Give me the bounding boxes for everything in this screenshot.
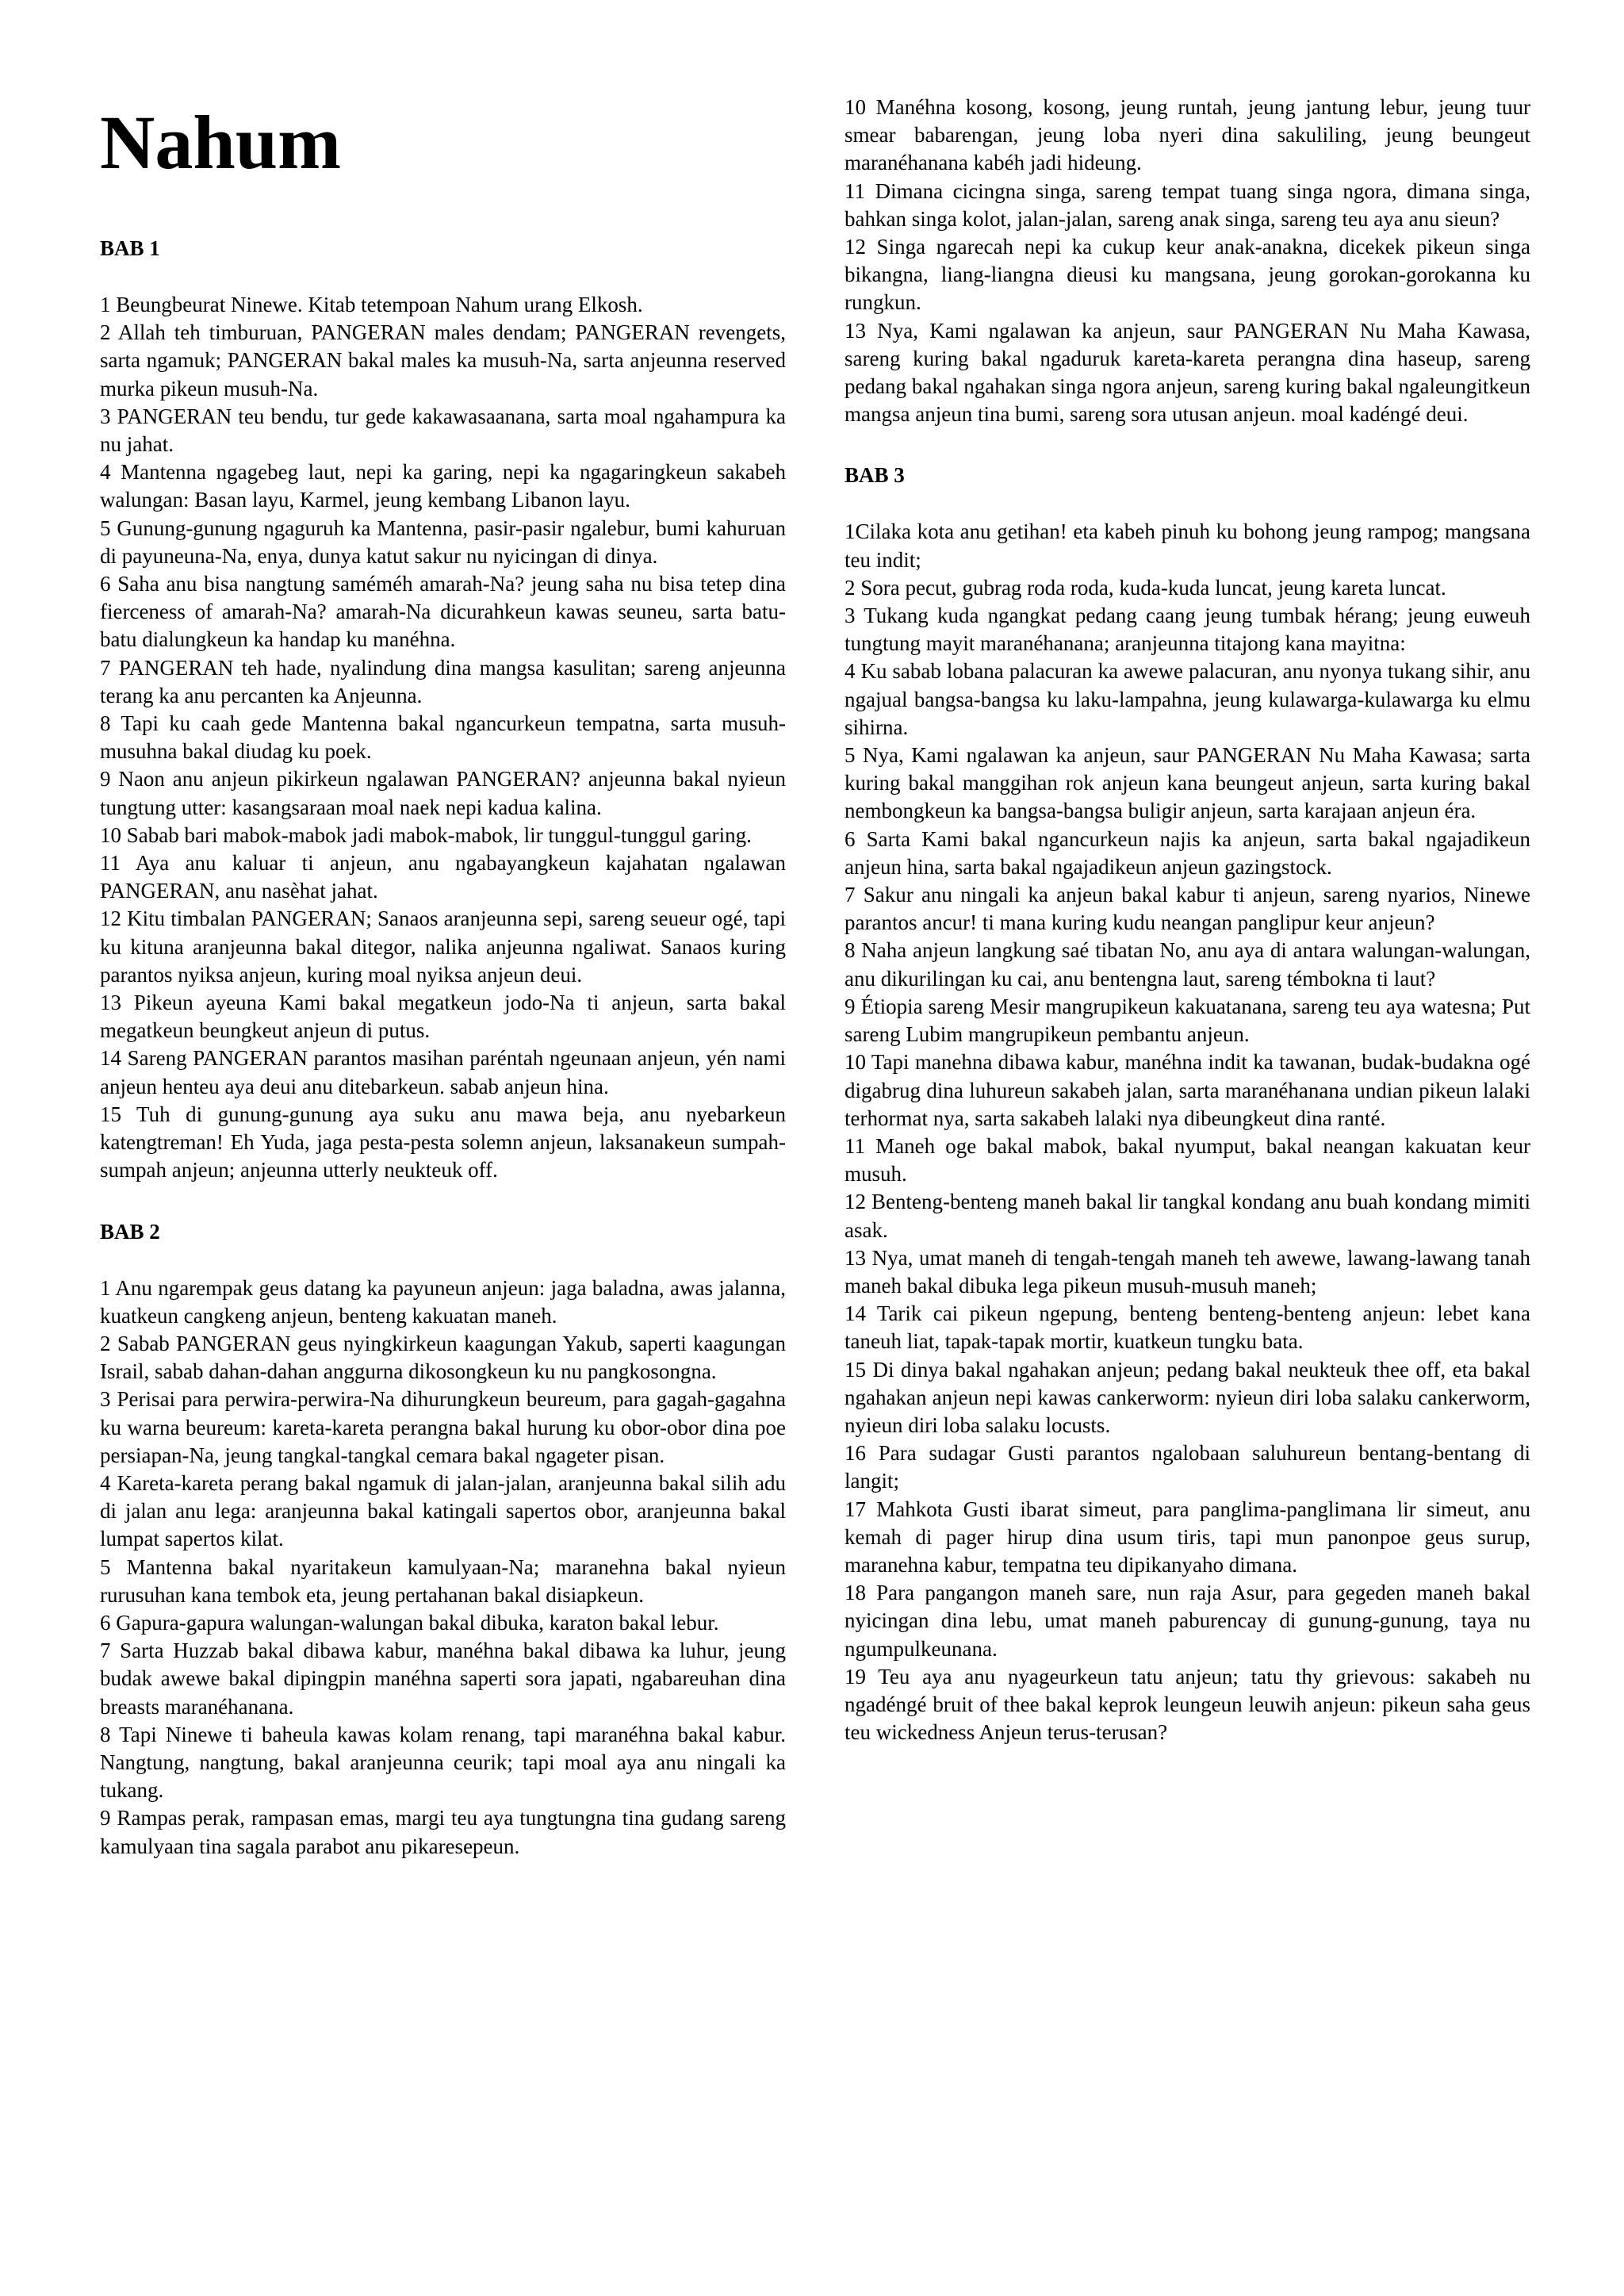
verse: 5 Mantenna bakal nyaritakeun kamulyaan-Na; maranehna bakal nyieun rurusuhan kana tembok eta, jeung pertahanan bakal disiapkeun. [100, 1554, 786, 1607]
verse: 12 Kitu timbalan PANGERAN; Sanaos aranjeunna sepi, sareng seueur ogé, tapi ku kituna aranjeunna bakal ditegor, nalika anjeunna ngaliwat. Sanaos kuring parantos nyiksa anjeun, kuring moal nyiksa anjeun deui. [100, 907, 786, 987]
verse: 6 Sarta Kami bakal ngancurkeun najis ka anjeun, sarta bakal ngajadikeun anjeun hina, sarta bakal ngajadikeun anjeun gazingstock. [845, 826, 1530, 879]
verse: 9 Étiopia sareng Mesir mangrupikeun kakuatanana, sareng teu aya watesna; Put sareng Lubim mangrupikeun pembantu anjeun. [845, 994, 1530, 1047]
verse: 16 Para sudagar Gusti parantos ngalobaan saluhureun bentang-bentang di langit; [845, 1441, 1530, 1493]
verse: 10 Sabab bari mabok-mabok jadi mabok-mabok, lir tunggul-tunggul garing. [100, 822, 752, 847]
verse: 7 Sakur anu ningali ka anjeun bakal kabur ti anjeun, sareng nyarios, Ninewe parantos ancur! ti mana kuring kudu neangan panglipur keur anjeun? [845, 883, 1530, 935]
verse: 5 Gunung-gunung ngaguruh ka Mantenna, pasir-pasir ngalebur, bumi kahuruan di payuneuna-Na, enya, dunya katut sakur nu nyicingan di dinya. [100, 516, 786, 568]
verse: 13 Nya, umat maneh di tengah-tengah maneh teh awewe, lawang-lawang tanah maneh bakal dibuka lega pikeun musuh-musuh maneh; [845, 1245, 1530, 1297]
verse: 2 Sabab PANGERAN geus nyingkirkeun kaagungan Yakub, saperti kaagungan Israil, sabab dahan-dahan anggurna dikosongkeun ku nu pangkosongna. [100, 1331, 786, 1384]
verse: 1Cilaka kota anu getihan! eta kabeh pinuh ku bohong jeung rampog; mangsana teu indit; [845, 519, 1530, 572]
verse: 7 PANGERAN teh hade, nyalindung dina mangsa kasulitan; sareng anjeunna terang ka anu percanten ka Anjeunna. [100, 655, 786, 707]
verse: 14 Tarik cai pikeun ngepung, benteng benteng-benteng anjeun: lebet kana taneuh liat, tapak-tapak mortir, kuatkeun tungku bata. [845, 1301, 1530, 1354]
verse: 12 Singa ngarecah nepi ka cukup keur anak-anakna, dicekek pikeun singa bikangna, liang-liangna dieusi ku mangsana, jeung gorokan-gorokanna ku rungkun. [845, 235, 1530, 315]
verse: 19 Teu aya anu nyageurkeun tatu anjeun; tatu thy grievous: sakabeh nu ngadéngé bruit of thee bakal keprok leungeun leuwih anjeun: pikeun saha geus teu wickedness Anjeun terus-terusan? [845, 1664, 1530, 1745]
verse: 5 Nya, Kami ngalawan ka anjeun, saur PANGERAN Nu Maha Kawasa; sarta kuring bakal manggihan rok anjeun kana beungeut anjeun, sarta kuring bakal nembongkeun ka bangsa-bangsa buligir anjeun, sarta karajaan anjeun éra. [845, 743, 1530, 823]
right-column [845, 94, 1530, 1746]
verse: 15 Di dinya bakal ngahakan anjeun; pedang bakal neukteuk thee off, eta bakal ngahakan anjeun nepi kawas cankerworm: nyieun diri loba salaku cankerworm, nyieun diri loba salaku locusts. [845, 1357, 1530, 1437]
verse: 4 Ku sabab lobana palacuran ka awewe palacuran, anu nyonya tukang sihir, anu ngajual bangsa-bangsa ku laku-lampahna, jeung kulawarga-kulawarga ku elmu sihirna. [845, 659, 1530, 739]
verse: 10 Manéhna kosong, kosong, jeung runtah, jeung jantung lebur, jeung tuur smear babarengan, jeung loba nyeri dina sakuliling, jeung beungeut maranéhanana kabéh jadi hideung. [845, 95, 1530, 175]
left-column [100, 100, 786, 1861]
verse: 13 Nya, Kami ngalawan ka anjeun, saur PANGERAN Nu Maha Kawasa, sareng kuring bakal ngaduruk kareta-kareta perangna dina haseup, sareng pedang bakal ngahakan singa ngora anjeun, sareng kuring bakal ngaleungitkeun mangsa anjeun tina bumi, sareng sora utusan anjeun. moal kadéngé deui. [845, 318, 1530, 427]
verse: 4 Kareta-kareta perang bakal ngamuk di jalan-jalan, aranjeunna bakal silih adu di jalan anu lega: aranjeunna bakal katingali sapertos obor, aranjeunna bakal lumpat sapertos kilat. [100, 1470, 786, 1551]
verse: 3 PANGERAN teu bendu, tur gede kakawasaanana, sarta moal ngahampura ka nu jahat. [100, 404, 786, 457]
verse: 17 Mahkota Gusti ibarat simeut, para panglima-panglimana lir simeut, anu kemah di pager hirup dina usum tiris, tapi mun panonpoe geus surup, maranehna kabur, tempatna teu dipikanyaho dimana. [845, 1497, 1530, 1577]
verse: 8 Naha anjeun langkung saé tibatan No, anu aya di antara walungan-walungan, anu dikurilingan ku cai, anu bentengna laut, sareng témbokna ti laut? [845, 938, 1530, 991]
verse: 8 Tapi ku caah gede Mantenna bakal ngancurkeun tempatna, sarta musuh-musuhna bakal diudag ku poek. [100, 711, 786, 764]
verse: 8 Tapi Ninewe ti baheula kawas kolam renang, tapi maranéhna bakal kabur. Nangtung, nangtung, bakal aranjeunna ceurik; tapi moal aya anu ningali ka tukang. [100, 1722, 786, 1803]
verse: 1 Beungbeurat Ninewe. Kitab tetempoan Nahum urang Elkosh. [100, 293, 643, 316]
verse: 3 Perisai para perwira-perwira-Na dihurungkeun beureum, para gagah-gagahna ku warna beureum: kareta-kareta perangna bakal hurung ku obor-obor dina poe persiapan-Na, jeung tangkal-tangkal cemara bakal ngageter pisan. [100, 1387, 786, 1467]
verse: 6 Saha anu bisa nangtung saméméh amarah-Na? jeung saha nu bisa tetep dina fierceness of amarah-Na? amarah-Na dicurahkeun kawas seuneu, sarta batu-batu dialungkeun ka handap ku manéhna. [100, 572, 786, 652]
verse: 2 Sora pecut, gubrag roda roda, kuda-kuda luncat, jeung kareta luncat. [845, 575, 1446, 600]
verse: 3 Tukang kuda ngangkat pedang caang jeung tumbak hérang; jeung euweuh tungtung mayit maranéhanana; aranjeunna titajong kana mayitna: [845, 604, 1530, 656]
chapter-heading: BAB 1 [100, 236, 160, 260]
verse: 18 Para pangangon maneh sare, nun raja Asur, para gegeden maneh bakal nyicingan dina lebu, umat maneh paburencay di gunung-gunung, taya nu ngumpulkeunana. [845, 1581, 1530, 1661]
chapter-3 [845, 462, 1530, 1746]
verse: 7 Sarta Huzzab bakal dibawa kabur, manéhna bakal dibawa ka luhur, jeung budak awewe bakal dipingpin manéhna saperti sora japati, ngabareuhan dina breasts maranéhanana. [100, 1639, 786, 1719]
verse: 11 Dimana cicingna singa, sareng tempat tuang singa ngora, dimana singa, bahkan singa kolot, jalan-jalan, sareng anak singa, sareng teu aya anu sieun? [845, 178, 1530, 231]
chapter-heading: BAB 3 [845, 463, 905, 488]
verse: 2 Allah teh timburuan, PANGERAN males dendam; PANGERAN revengets, sarta ngamuk; PANGERAN bakal males ka musuh-Na, sarta anjeunna reserved murka pikeun musuh-Na. [100, 320, 786, 401]
verse: 15 Tuh di gunung-gunung aya suku anu mawa beja, anu nyebarkeun katengtreman! Eh Yuda, jaga pesta-pesta solemn anjeun, laksanakeun sumpah-sumpah anjeun; anjeunna utterly neukteuk off. [100, 1102, 786, 1182]
verse: 11 Maneh oge bakal mabok, bakal nyumput, bakal neangan kakuatan keur musuh. [845, 1133, 1530, 1186]
verse: 6 Gapura-gapura walungan-walungan bakal dibuka, karaton bakal lebur. [100, 1610, 719, 1635]
verse: 4 Mantenna ngagebeg laut, nepi ka garing, nepi ka ngagaringkeun sakabeh walungan: Basan layu, Karmel, jeung kembang Libanon layu. [100, 460, 786, 512]
verse: 9 Naon anu anjeun pikirkeun ngalawan PANGERAN? anjeunna bakal nyieun tungtung utter: kasangsaraan moal naek nepi kadua kalina. [100, 767, 786, 819]
verse: 13 Pikeun ayeuna Kami bakal megatkeun jodo-Na ti anjeun, sarta bakal megatkeun beungkeut anjeun di putus. [100, 991, 786, 1043]
chapter-1 [100, 235, 786, 1185]
chapter-2-continued [845, 94, 1530, 428]
verse: 14 Sareng PANGERAN parantos masihan paréntah ngeunaan anjeun, yén nami anjeun henteu aya deui anu ditebarkeun. sabab anjeun hina. [100, 1046, 786, 1098]
chapter-heading: BAB 2 [100, 1219, 160, 1244]
page-title: Nahum [100, 100, 342, 185]
verse: 1 Anu ngarempak geus datang ka payuneun anjeun: jaga baladna, awas jalanna, kuatkeun cangkeng anjeun, benteng kakuatan maneh. [100, 1275, 786, 1328]
verse: 9 Rampas perak, rampasan emas, margi teu aya tungtungna tina gudang sareng kamulyaan tina sagala parabot anu pikaresepeun. [100, 1806, 786, 1858]
verse: 10 Tapi manehna dibawa kabur, manéhna indit ka tawanan, budak-budakna ogé digabrug dina luhureun sakabeh jalan, sarta maranéhanana undian pikeun lalaki terhormat nya, sarta sakabeh lalaki nya dibeungkeut dina ranté. [845, 1050, 1530, 1130]
chapter-2 [100, 1218, 786, 1861]
verse: 11 Aya anu kaluar ti anjeun, anu ngabayangkeun kajahatan ngalawan PANGERAN, anu nasèhat jahat. [100, 851, 786, 903]
verse: 12 Benteng-benteng maneh bakal lir tangkal kondang anu buah kondang mimiti asak. [845, 1190, 1530, 1242]
